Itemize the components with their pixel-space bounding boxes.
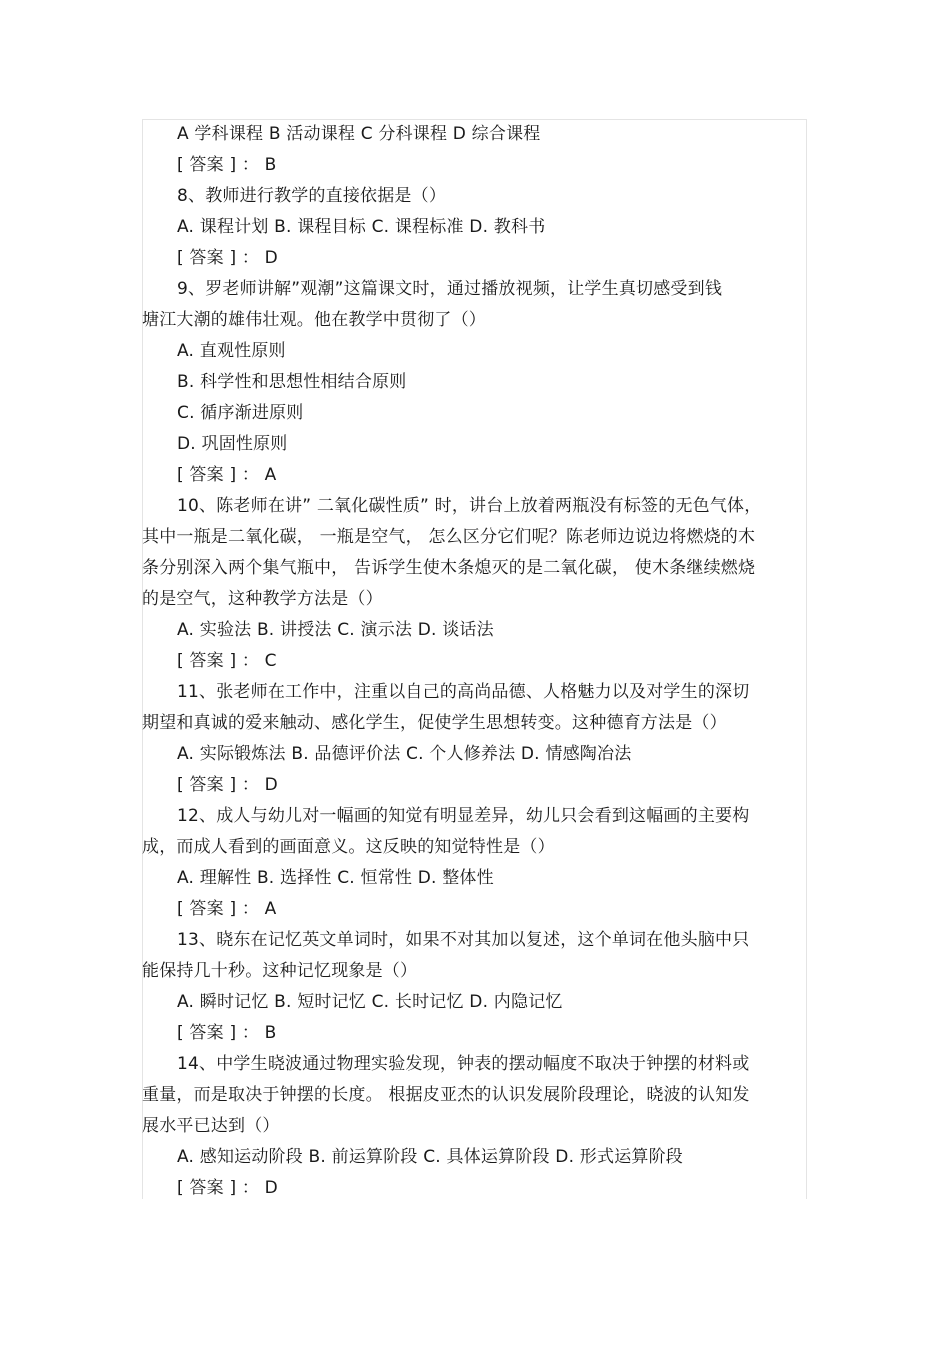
answer-options-line: A 学科课程 B 活动课程 C 分科课程 D 综合课程 [177, 124, 541, 144]
question-text-line: 的是空气，这种教学方法是（） [142, 589, 383, 609]
answer-key-line: [ 答案 ] ： D [177, 248, 278, 268]
question-text-line: 成，而成人看到的画面意义。这反映的知觉特性是（） [142, 837, 555, 857]
question-text-line: 塘江大潮的雄伟壮观。他在教学中贯彻了（） [142, 310, 486, 330]
question-text-line: 条分别深入两个集气瓶中， 告诉学生使木条熄灭的是二氧化碳， 使木条继续燃烧 [142, 558, 756, 578]
answer-options-line: A. 理解性 B. 选择性 C. 恒常性 D. 整体性 [177, 868, 494, 888]
answer-options-line: A. 直观性原则 [177, 341, 286, 361]
question-text-line: 10、陈老师在讲” 二氧化碳性质” 时，讲台上放着两瓶没有标签的无色气体， [177, 496, 762, 516]
answer-options-line: C. 循序渐进原则 [177, 403, 304, 423]
question-text-line: 11、张老师在工作中，注重以自己的高尚品德、人格魅力以及对学生的深切 [177, 682, 750, 702]
question-text-line: 重量，而是取决于钟摆的长度。 根据皮亚杰的认识发展阶段理论，晓波的认知发 [142, 1085, 750, 1105]
answer-options-line: A. 瞬时记忆 B. 短时记忆 C. 长时记忆 D. 内隐记忆 [177, 992, 563, 1012]
answer-key-line: [ 答案 ] ： A [177, 899, 277, 919]
answer-key-line: [ 答案 ] ： A [177, 465, 277, 485]
answer-key-line: [ 答案 ] ： C [177, 651, 277, 671]
answer-key-line: [ 答案 ] ： D [177, 1178, 278, 1198]
question-text-line: 其中一瓶是二氧化碳， 一瓶是空气， 怎么区分它们呢？陈老师边说边将燃烧的木 [142, 527, 756, 547]
question-text-line: 9、罗老师讲解”观潮”这篇课文时，通过播放视频，让学生真切感受到钱 [177, 279, 723, 299]
answer-options-line: B. 科学性和思想性相结合原则 [177, 372, 407, 392]
question-text-line: 13、晓东在记忆英文单词时，如果不对其加以复述，这个单词在他头脑中只 [177, 930, 750, 950]
question-text-line: 14、中学生晓波通过物理实验发现，钟表的摆动幅度不取决于钟摆的材料或 [177, 1054, 750, 1074]
answer-options-line: A. 感知运动阶段 B. 前运算阶段 C. 具体运算阶段 D. 形式运算阶段 [177, 1147, 683, 1167]
answer-key-line: [ 答案 ] ： B [177, 1023, 277, 1043]
question-text-line: 期望和真诚的爱来触动、感化学生，促使学生思想转变。这种德育方法是（） [142, 713, 727, 733]
question-text-line: 12、成人与幼儿对一幅画的知觉有明显差异，幼儿只会看到这幅画的主要构 [177, 806, 750, 826]
answer-options-line: D. 巩固性原则 [177, 434, 288, 454]
answer-options-line: A. 实际锻炼法 B. 品德评价法 C. 个人修养法 D. 情感陶冶法 [177, 744, 632, 764]
question-text-line: 能保持几十秒。这种记忆现象是（） [142, 961, 418, 981]
answer-options-line: A. 实验法 B. 讲授法 C. 演示法 D. 谈话法 [177, 620, 494, 640]
document-body [142, 119, 807, 1204]
answer-key-line: [ 答案 ] ： B [177, 155, 277, 175]
answer-key-line: [ 答案 ] ： D [177, 775, 278, 795]
answer-options-line: A. 课程计划 B. 课程目标 C. 课程标准 D. 教科书 [177, 217, 546, 237]
question-text-line: 展水平已达到（） [142, 1116, 280, 1136]
question-text-line: 8、教师进行教学的直接依据是（） [177, 186, 447, 206]
